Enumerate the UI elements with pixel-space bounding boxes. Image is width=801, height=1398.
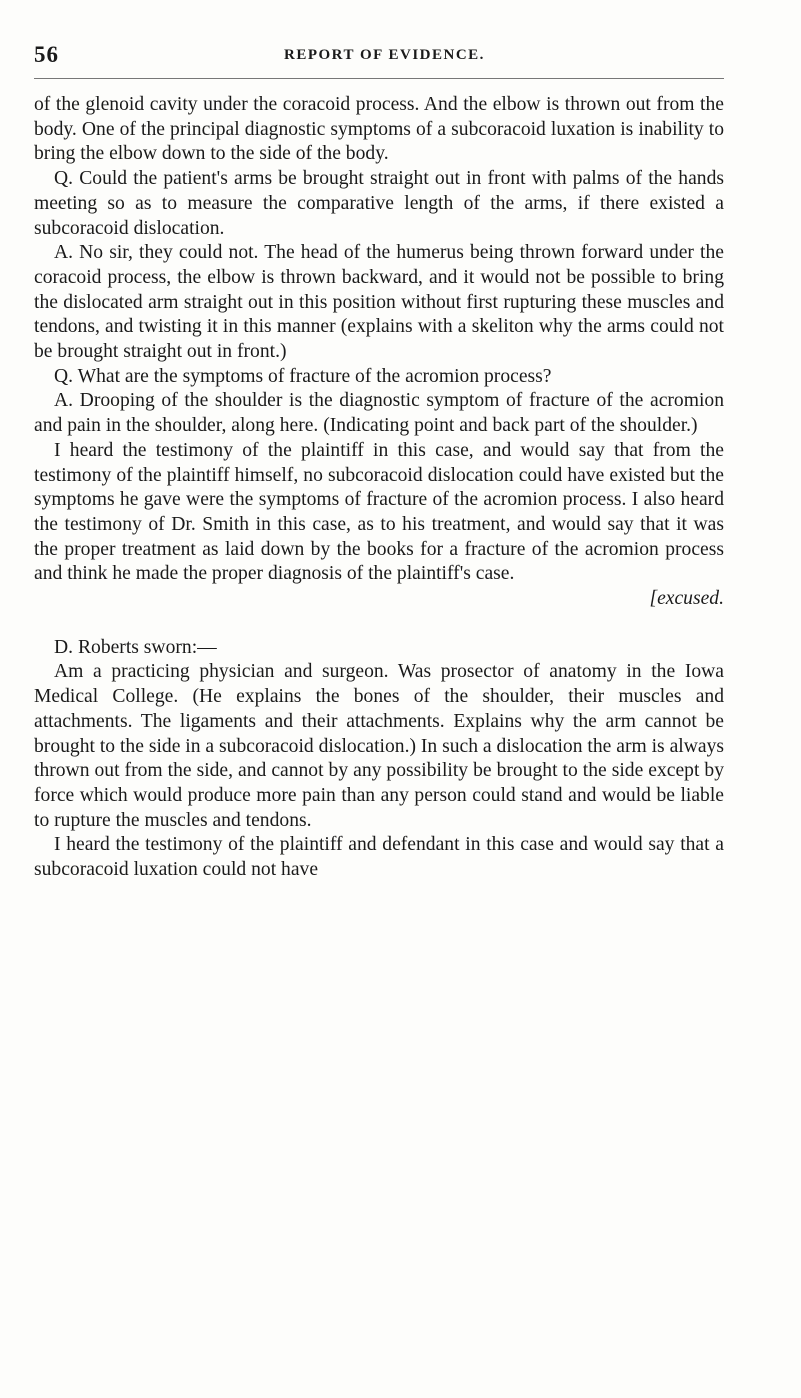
question-paragraph: Q. What are the symptoms of fracture of the acromion process? — [54, 365, 552, 387]
question-paragraph: Q. Could the patient's arms be brought straight out in front with palms of the hands meeting so as to measure the comparative length of the arms, if there existed a subcoracoid dislocation. — [34, 168, 724, 239]
witness-heading: D. Roberts sworn:— — [54, 636, 217, 658]
body-text — [34, 93, 724, 883]
paragraph-continuation: of the glenoid cavity under the coracoid process. And the elbow is thrown out from the body. One of the principal diagnostic symptoms of a subcoracoid luxation is inability to bring the elbow down to the side of the body. — [34, 94, 724, 165]
testimony-paragraph: Am a practicing physician and surgeon. Was prosector of anatomy in the Iowa Medical College. (He explains the bones of the shoulder, their muscles and attachments. The ligaments and their attachments. Explains why the arm cannot be brought to the side in a subcoracoid dislocation.) In such a dislocation the arm is always thrown out from the side, and cannot by any possibility be brought to the side except by force which would produce more pain than any person could stand and would be liable to rupture the muscles and tendons. — [34, 661, 724, 831]
excused-note: [excused. — [649, 588, 724, 610]
testimony-paragraph: I heard the testimony of the plaintiff and defendant in this case and would say that a subcoracoid luxation could not have — [34, 834, 724, 881]
page-header — [34, 42, 724, 78]
header-rule — [34, 78, 724, 79]
answer-paragraph: A. No sir, they could not. The head of the humerus being thrown forward under the coracoid process, the elbow is thrown backward, and it would not be possible to bring the dislocated arm straight out in this position without first rupturing these muscles and tendons, and twisting it in this manner (explains with a skeliton why the arms could not be brought straight out in front.) — [34, 242, 724, 363]
page-number: 56 — [34, 42, 59, 67]
running-head: REPORT OF EVIDENCE. — [284, 47, 485, 63]
section-gap — [34, 612, 724, 636]
answer-paragraph: A. Drooping of the shoulder is the diagnostic symptom of fracture of the acromion and pain in the shoulder, along here. (Indicating point and back part of the shoulder.) — [34, 390, 724, 437]
testimony-paragraph: I heard the testimony of the plaintiff in this case, and would say that from the testimony of the plaintiff himself, no subcoracoid dislocation could have existed but the symptoms he gave were the symptoms of fracture of the acromion process. I also heard the testimony of Dr. Smith in this case, as to his treatment, and would say that it was the proper treatment as laid down by the books for a fracture of the acromion process and think he made the proper diagnosis of the plaintiff's case. — [34, 439, 724, 585]
